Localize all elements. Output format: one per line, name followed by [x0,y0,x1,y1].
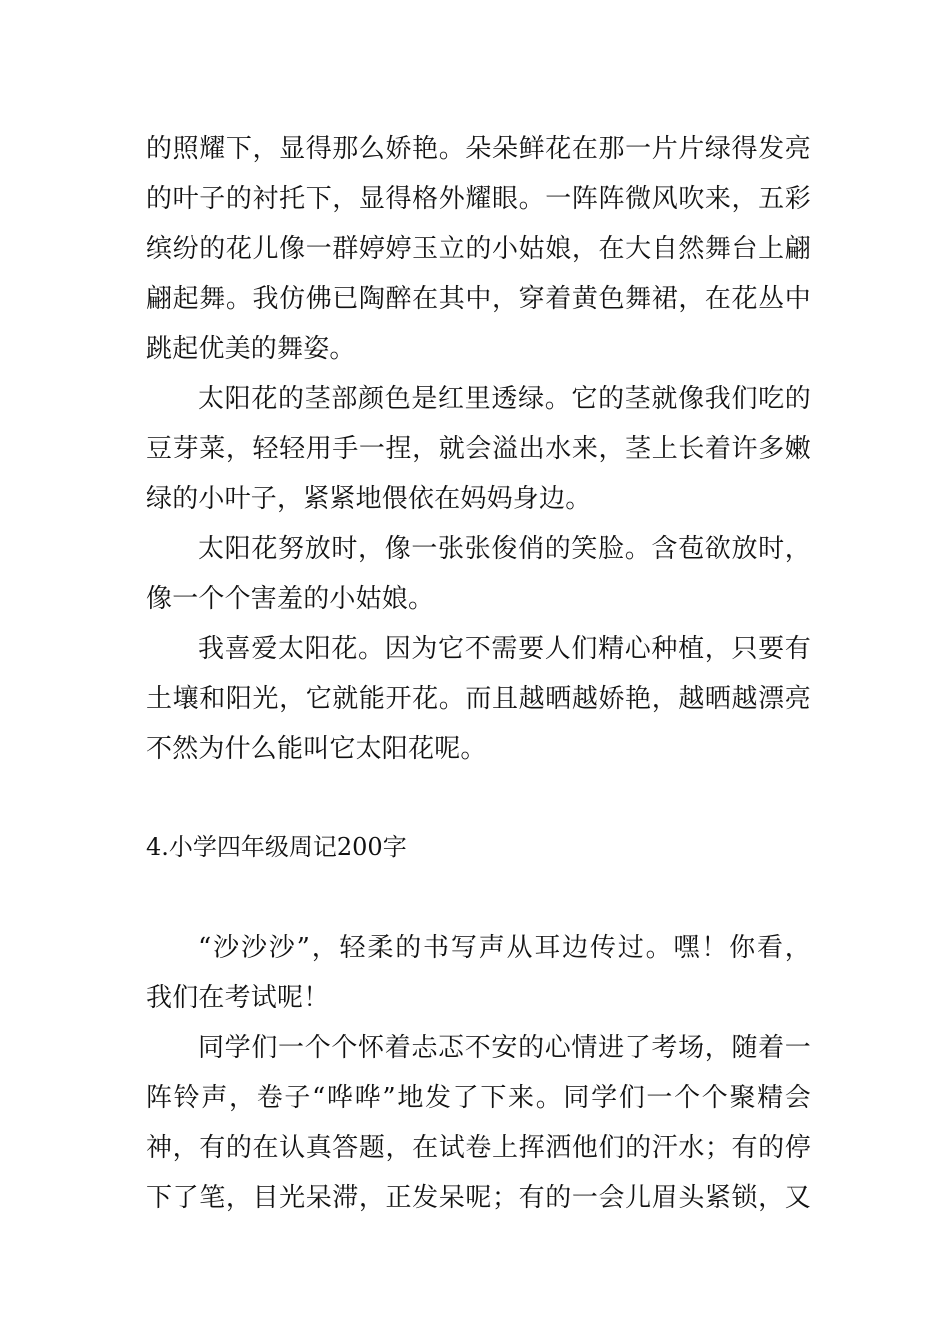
paragraph-line: 缤纷的花儿像一群婷婷玉立的小姑娘，在大自然舞台上翩 [146,234,811,264]
paragraph-line: 同学们一个个怀着忐忑不安的心情进了考场，随着一 [198,1033,811,1063]
paragraph-line: 土壤和阳光，它就能开花。而且越晒越娇艳，越晒越漂亮 [146,684,811,714]
paragraph-line: 不然为什么能叫它太阳花呢。 [146,734,487,764]
paragraph-line: 下了笔，目光呆滞，正发呆呢；有的一会儿眉头紧锁，又 [146,1183,811,1213]
paragraph-line: 的照耀下，显得那么娇艳。朵朵鲜花在那一片片绿得发亮 [146,134,811,164]
paragraph-line: 跳起优美的舞姿。 [146,334,356,364]
paragraph-line: 太阳花的茎部颜色是红里透绿。它的茎就像我们吃的 [198,384,811,414]
paragraph-line: 翩起舞。我仿佛已陶醉在其中，穿着黄色舞裙，在花丛中 [146,284,811,314]
paragraph-line: 绿的小叶子，紧紧地偎依在妈妈身边。 [146,484,592,514]
paragraph-line: 像一个个害羞的小姑娘。 [146,584,435,614]
paragraph-line: 神，有的在认真答题，在试卷上挥洒他们的汗水；有的停 [146,1133,811,1163]
paragraph-line: 我喜爱太阳花。因为它不需要人们精心种植，只要有 [198,634,811,664]
paragraph-line: 我们在考试呢！ [146,983,330,1013]
paragraph-line: 阵铃声，卷子“哗哗”地发了下来。同学们一个个聚精会 [146,1083,811,1113]
paragraph-line: “沙沙沙”，轻柔的书写声从耳边传过。嘿！你看， [198,933,811,963]
paragraph-line: 豆芽菜，轻轻用手一捏，就会溢出水来，茎上长着许多嫩 [146,434,811,464]
paragraph-line: 的叶子的衬托下，显得格外耀眼。一阵阵微风吹来，五彩 [146,184,811,214]
section-heading: 4.小学四年级周记200字 [146,833,407,861]
paragraph-line: 太阳花努放时，像一张张俊俏的笑脸。含苞欲放时， [198,534,811,564]
